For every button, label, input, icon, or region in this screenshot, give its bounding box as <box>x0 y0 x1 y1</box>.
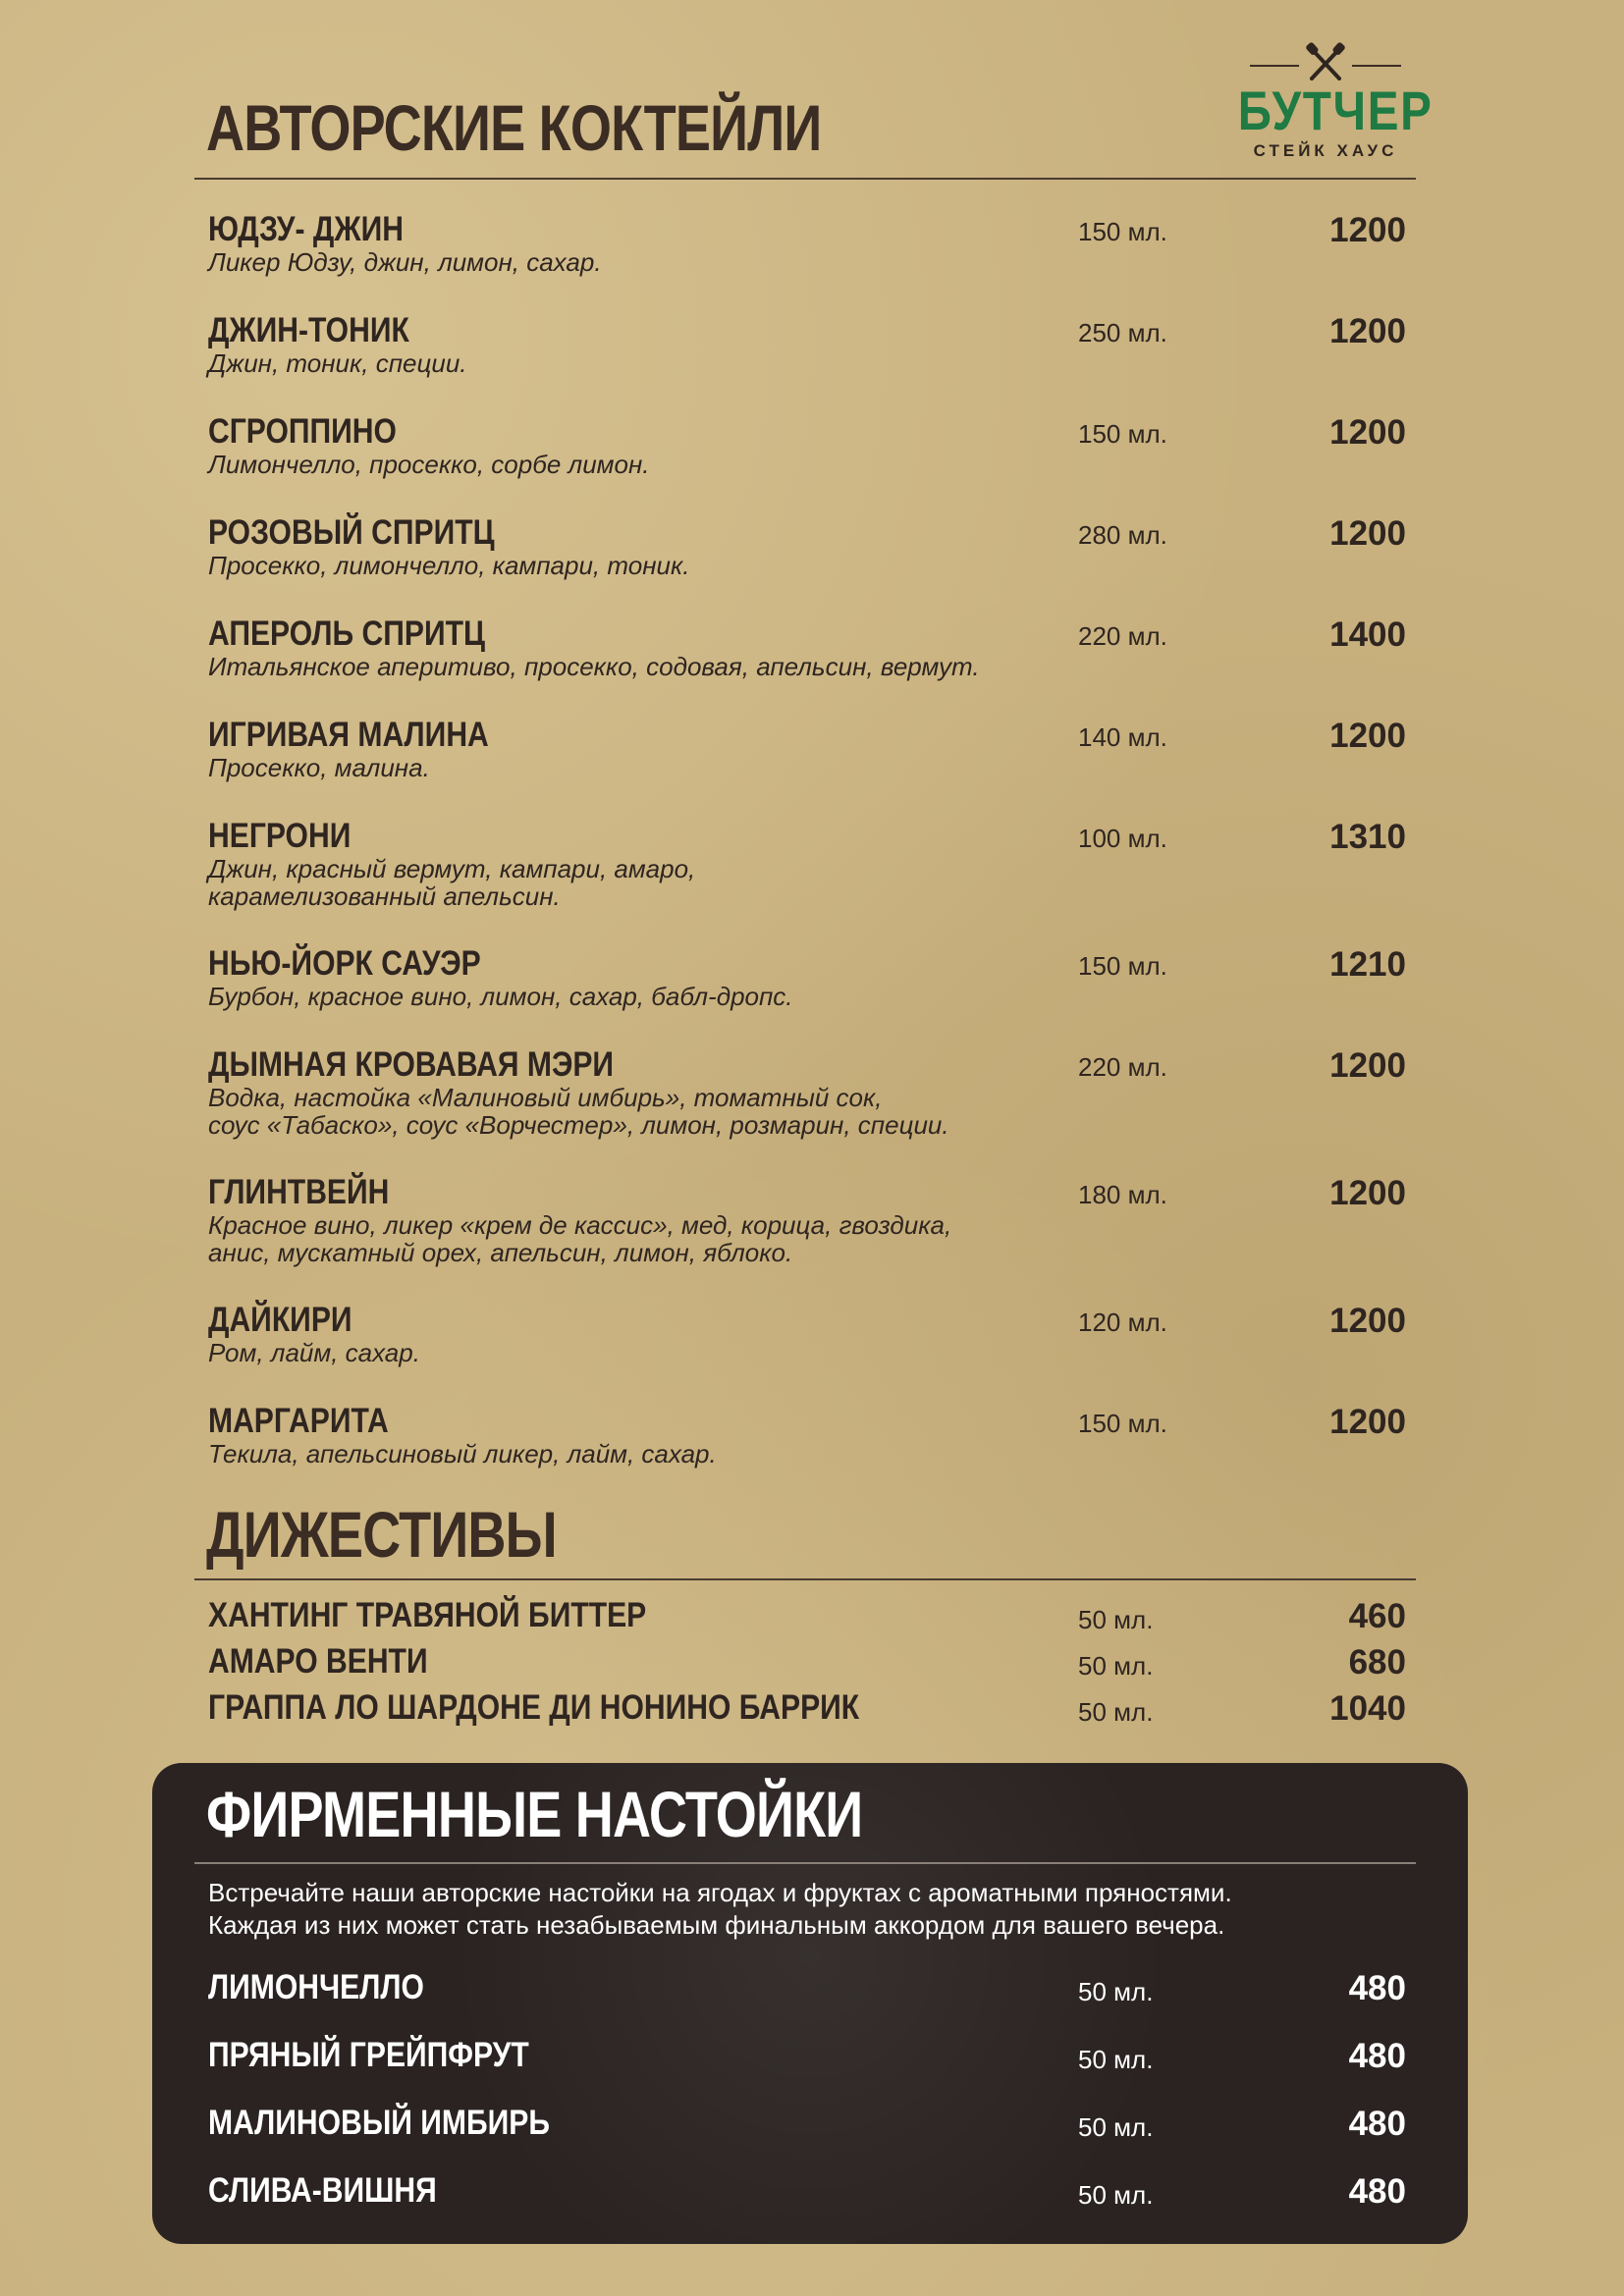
item-price: 1200 <box>1329 1302 1406 1340</box>
item-price: 480 <box>1348 2105 1406 2143</box>
logo-divider-left <box>1250 65 1299 67</box>
menu-item <box>208 945 1406 1010</box>
item-price: 460 <box>1348 1597 1406 1635</box>
menu-item <box>208 615 1406 680</box>
item-volume: 50 мл. <box>1078 2045 1154 2074</box>
item-name: МАРГАРИТА <box>208 1402 389 1440</box>
item-description: Красное вино, ликер «крем де кассис», мед, корица, гвоздика, анис, мускатный орех, апельсин, лимон, яблоко. <box>208 1210 952 1267</box>
item-description: Лимончелло, просекко, сорбе лимон. <box>208 450 650 479</box>
item-name: НЕГРОНИ <box>208 817 352 855</box>
menu-item <box>208 1302 1406 1366</box>
item-volume: 150 мл. <box>1078 1409 1167 1438</box>
section-title-digestifs: ДИЖЕСТИВЫ <box>206 1498 557 1571</box>
item-price: 1200 <box>1329 514 1406 553</box>
item-price: 480 <box>1348 2172 1406 2211</box>
item-price: 480 <box>1348 2037 1406 2075</box>
item-price: 1200 <box>1329 1046 1406 1085</box>
menu-item <box>208 1046 1406 1139</box>
menu-item <box>208 1403 1406 1468</box>
item-volume: 100 мл. <box>1078 824 1167 853</box>
item-name: ИГРИВАЯ МАЛИНА <box>208 716 489 754</box>
item-description: Итальянское аперитиво, просекко, содовая, апельсин, вермут. <box>208 652 980 681</box>
item-description: Ликер Юдзу, джин, лимон, сахар. <box>208 247 602 277</box>
menu-item <box>208 1174 1406 1266</box>
item-price: 1310 <box>1329 818 1406 856</box>
item-price: 680 <box>1348 1643 1406 1682</box>
menu-item <box>208 2172 1406 2216</box>
menu-item <box>208 818 1406 910</box>
menu-item <box>208 312 1406 377</box>
item-price: 1210 <box>1329 945 1406 984</box>
brand-logo <box>1222 39 1434 167</box>
item-name: ГРАППА ЛО ШАРДОНЕ ДИ НОНИНО БАРРИК <box>208 1688 860 1727</box>
item-name: ДАЙКИРИ <box>208 1301 352 1339</box>
menu-item <box>208 1597 1406 1640</box>
item-volume: 150 мл. <box>1078 951 1167 981</box>
menu-item <box>208 1643 1406 1686</box>
item-price: 1040 <box>1329 1689 1406 1728</box>
item-price: 480 <box>1348 1969 1406 2007</box>
item-price: 1200 <box>1329 717 1406 755</box>
item-volume: 50 мл. <box>1078 1605 1154 1634</box>
item-name: ДЫМНАЯ КРОВАВАЯ МЭРИ <box>208 1045 615 1084</box>
item-description: Текила, апельсиновый ликер, лайм, сахар. <box>208 1439 717 1468</box>
item-name: ГЛИНТВЕЙН <box>208 1173 390 1211</box>
item-price: 1200 <box>1329 413 1406 452</box>
item-name: НЬЮ-ЙОРК САУЭР <box>208 944 481 983</box>
menu-item <box>208 413 1406 478</box>
menu-item <box>208 1969 1406 2012</box>
section-divider <box>194 1578 1416 1580</box>
section-divider <box>194 1862 1416 1864</box>
item-name: АПЕРОЛЬ СПРИТЦ <box>208 614 485 653</box>
item-volume: 150 мл. <box>1078 419 1167 449</box>
item-description: Просекко, лимончелло, кампари, тоник. <box>208 551 690 580</box>
item-name: РОЗОВЫЙ СПРИТЦ <box>208 513 495 552</box>
item-name: АМАРО ВЕНТИ <box>208 1642 428 1681</box>
item-volume: 50 мл. <box>1078 2112 1154 2142</box>
intro-line: Каждая из них может стать незабываемым финальным аккордом для вашего вечера. <box>208 1910 1225 1940</box>
item-price: 1200 <box>1329 1174 1406 1212</box>
item-description: Водка, настойка «Малиновый имбирь», томатный сок, соус «Табаско», соус «Ворчестер», лимон, розмарин, специи. <box>208 1083 949 1140</box>
item-description: Просекко, малина. <box>208 753 430 782</box>
tinctures-intro <box>208 1877 1435 1942</box>
logo-wordmark: БУТЧЕР <box>1237 80 1434 141</box>
item-volume: 180 мл. <box>1078 1180 1167 1209</box>
item-price: 1200 <box>1329 1403 1406 1441</box>
section-title-tinctures: ФИРМЕННЫЕ НАСТОЙКИ <box>206 1778 863 1850</box>
item-volume: 150 мл. <box>1078 217 1167 246</box>
item-volume: 250 мл. <box>1078 318 1167 347</box>
item-name: ЛИМОНЧЕЛЛО <box>208 1968 424 2006</box>
menu-item <box>208 717 1406 781</box>
item-name: СЛИВА-ВИШНЯ <box>208 2171 437 2210</box>
menu-item <box>208 1689 1406 1733</box>
item-name: СГРОППИНО <box>208 412 397 451</box>
item-name: ЮДЗУ- ДЖИН <box>208 210 404 248</box>
intro-line: Встречайте наши авторские настойки на ягодах и фруктах с ароматными пряностями. <box>208 1878 1232 1907</box>
item-volume: 50 мл. <box>1078 1977 1154 2006</box>
item-volume: 50 мл. <box>1078 1651 1154 1681</box>
section-divider <box>194 178 1416 180</box>
item-price: 1400 <box>1329 615 1406 654</box>
logo-divider-right <box>1352 65 1401 67</box>
menu-item <box>208 514 1406 579</box>
menu-item <box>208 2037 1406 2080</box>
item-volume: 140 мл. <box>1078 722 1167 752</box>
item-volume: 50 мл. <box>1078 1697 1154 1727</box>
item-volume: 280 мл. <box>1078 520 1167 550</box>
item-volume: 50 мл. <box>1078 2180 1154 2210</box>
item-volume: 220 мл. <box>1078 1052 1167 1082</box>
item-description: Джин, красный вермут, кампари, амаро, карамелизованный апельсин. <box>208 854 696 911</box>
item-description: Бурбон, красное вино, лимон, сахар, бабл-дропс. <box>208 982 793 1011</box>
item-price: 1200 <box>1329 211 1406 249</box>
item-name: ХАНТИНГ ТРАВЯНОЙ БИТТЕР <box>208 1596 647 1634</box>
menu-item <box>208 2105 1406 2148</box>
logo-subtitle: СТЕЙК ХАУС <box>1253 141 1398 160</box>
item-description: Джин, тоник, специи. <box>208 348 467 378</box>
section-title-cocktails: АВТОРСКИЕ КОКТЕЙЛИ <box>206 91 822 164</box>
item-name: МАЛИНОВЫЙ ИМБИРЬ <box>208 2104 550 2142</box>
item-name: ДЖИН-ТОНИК <box>208 311 409 349</box>
menu-item <box>208 211 1406 276</box>
item-volume: 120 мл. <box>1078 1308 1167 1337</box>
item-name: ПРЯНЫЙ ГРЕЙПФРУТ <box>208 2036 529 2074</box>
item-description: Ром, лайм, сахар. <box>208 1338 420 1367</box>
item-price: 1200 <box>1329 312 1406 350</box>
item-volume: 220 мл. <box>1078 621 1167 651</box>
